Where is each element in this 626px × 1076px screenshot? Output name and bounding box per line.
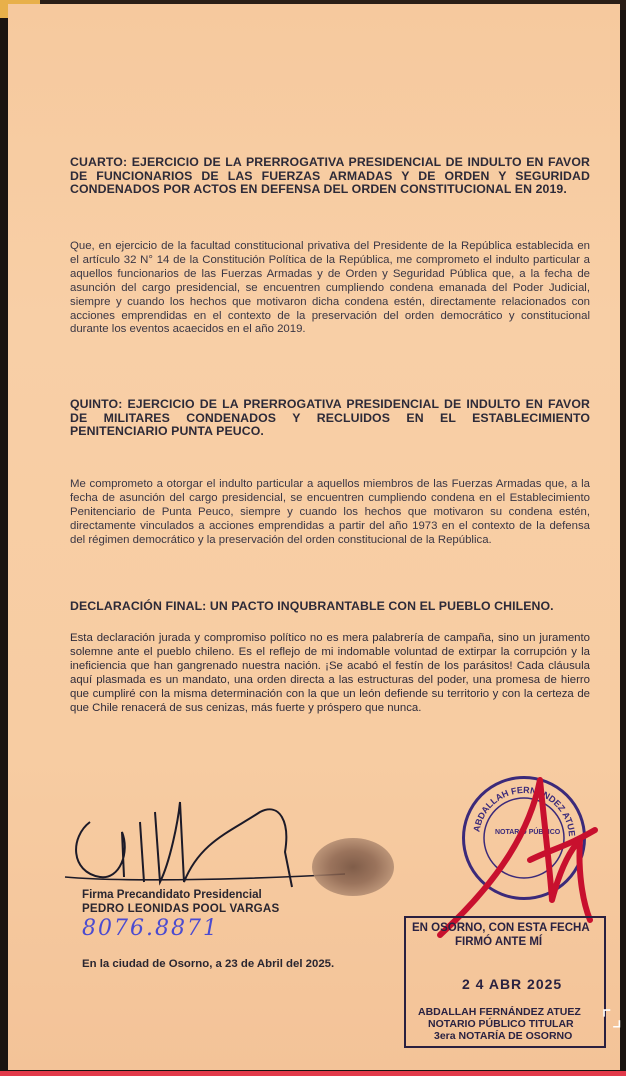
section-quinto xyxy=(70,398,590,439)
notary-name: ABDALLAH FERNÁNDEZ ATUEZ xyxy=(418,1006,581,1018)
fingerprint xyxy=(312,838,394,896)
handwritten-id: 8076.8871 xyxy=(82,916,219,941)
place-date: En la ciudad de Osorno, a 23 de Abril del 2025. xyxy=(82,958,335,970)
seal-arc-text: ABDALLAH FERNÁNDEZ ATUE xyxy=(471,784,578,837)
section-cuarto xyxy=(70,156,590,197)
corner-bracket-icon: ⌜⌟ xyxy=(601,1006,622,1031)
section-final-body xyxy=(70,632,590,715)
section-cuarto-body xyxy=(70,240,590,337)
stamp-line-2: FIRMÓ ANTE MÍ xyxy=(455,936,543,948)
stamp-line-1: EN OSORNO, CON ESTA FECHA xyxy=(412,922,590,934)
signer-name: PEDRO LEONIDAS POOL VARGAS xyxy=(82,902,280,915)
bottom-red-bar xyxy=(0,1071,626,1076)
section-paragraph: Esta declaración jurada y compromiso político no es mera palabrería de campaña, sino un juramento solemne ante el pueblo chileno. Es el reflejo de mi indomable voluntad de extirpar la corrupción y la ineficiencia que han gangrenado nuestra nación. ¡Se acabó el festín de los parásitos! Cada cláusula aquí plasmada es un mandato, una orden directa a las estructuras del poder, una promesa de hierro que cumpliré con la misma determinación con la que un león defiende su territorio y con la certeza de que Chile renacerá de sus cenizas, más fuerte y próspero que nunca. xyxy=(70,632,590,714)
section-paragraph: Me comprometo a otorgar el indulto particular a aquellos miembros de las Fuerzas Armadas que, a la fecha de asunción del cargo presidencial, se encuentren cumpliendo condena en el Establecimiento Penitenciario de Punta Peuco, siempre y cuando los hechos que motivaron su condena estén, directamente vinculados a acciones emprendidas a partir del año 1973 en el contexto de la defensa del régimen democrático y la preservación del orden constitucional de la República. xyxy=(70,478,590,546)
section-heading: QUINTO: EJERCICIO DE LA PRERROGATIVA PRESIDENCIAL DE INDULTO EN FAVOR DE MILITARES CONDENADOS Y RECLUIDOS EN EL ESTABLECIMIENTO PENITENCIARIO PUNTA PEUCO. xyxy=(70,397,590,439)
notary-office: 3era NOTARÍA DE OSORNO xyxy=(434,1030,573,1042)
signature-role: Firma Precandidato Presidencial xyxy=(82,888,262,901)
notary-title: NOTARIO PÚBLICO TITULAR xyxy=(428,1018,574,1030)
section-heading: DECLARACIÓN FINAL: UN PACTO INQUBRANTABLE CON EL PUEBLO CHILENO. xyxy=(70,599,554,613)
section-heading: CUARTO: EJERCICIO DE LA PRERROGATIVA PRESIDENCIAL DE INDULTO EN FAVOR DE FUNCIONARIOS DE LAS FUERZAS ARMADAS Y DE ORDEN Y SEGURIDAD CONDENADOS POR ACTOS EN DEFENSA DEL ORDEN CONSTITUCIONAL EN 2019. xyxy=(70,155,590,197)
signature-block xyxy=(82,888,279,941)
section-final xyxy=(70,600,590,614)
seal-center-text: NOTARIO PÚBLICO xyxy=(495,829,561,836)
handwritten-signature xyxy=(60,782,350,892)
section-paragraph: Que, en ejercicio de la facultad constitucional privativa del Presidente de la República establecida en el artículo 32 N° 14 de la Constitución Política de la República, me comprometo el indulto particular a aquellos funcionarios de las Fuerzas Armadas y de Orden y Seguridad Pública que, a la fecha de asunción del cargo presidencial, se encuentren cumpliendo condena emanada del Poder Judicial, siempre y cuando los hechos que motivaron dicha condena estén, directamente relacionados con acciones emprendidas en el contexto de la preservación del orden democrático y constitucional durante los eventos acaecidos en el año 2019. xyxy=(70,240,590,336)
section-quinto-body xyxy=(70,478,590,548)
notary-red-signature xyxy=(420,770,610,940)
stamp-date: 2 4 ABR 2025 xyxy=(462,976,563,992)
